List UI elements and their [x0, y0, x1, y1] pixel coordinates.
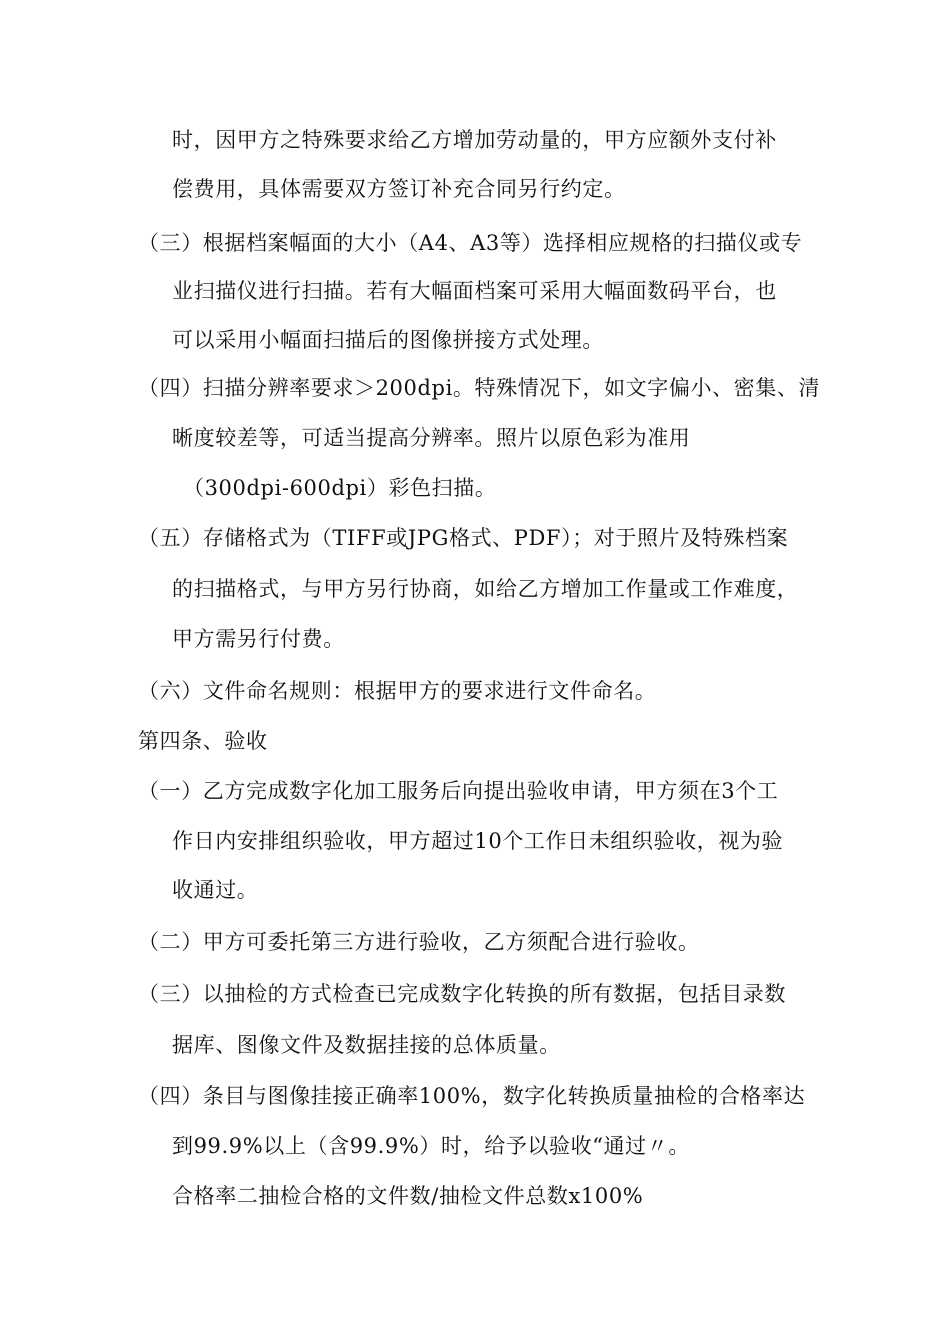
text-line: （一）乙方完成数字化加工服务后向提出验收申请，甲方须在3个工: [138, 779, 779, 803]
text-line: 的扫描格式，与甲方另行协商，如给乙方增加工作量或工作难度，: [172, 577, 799, 601]
text-line: （三）根据档案幅面的大小（A4、A3等）选择相应规格的扫描仪或专: [138, 231, 803, 255]
text-line: （二）甲方可委托第三方进行验收，乙方须配合进行验收。: [138, 930, 700, 954]
text-line: 晰度较差等，可适当提高分辨率。照片以原色彩为准用: [172, 426, 691, 450]
text-line: （300dpi-600dpi）彩色扫描。: [183, 476, 497, 500]
text-line: 收通过。: [172, 878, 259, 902]
text-line: 时，因甲方之特殊要求给乙方增加劳动量的，甲方应额外支付补: [172, 128, 777, 152]
text-line: 业扫描仪进行扫描。若有大幅面档案可采用大幅面数码平台，也: [172, 279, 777, 303]
text-line: （五）存储格式为（TIFF或JPG格式、PDF）；对于照片及特殊档案: [138, 526, 789, 550]
text-line: （六）文件命名规则：根据甲方的要求进行文件命名。: [138, 679, 657, 703]
section-heading: 第四条、验收: [138, 729, 268, 753]
text-line: 作日内安排组织验收，甲方超过10个工作日未组织验收，视为验: [172, 829, 784, 853]
text-line: （四）扫描分辨率要求＞200dpi。特殊情况下，如文字偏小、密集、清: [138, 376, 821, 400]
text-line: 可以采用小幅面扫描后的图像拼接方式处理。: [172, 328, 604, 352]
text-line: 到99.9%以上（含99.9%）时，给予以验收“通过〃。: [172, 1134, 690, 1158]
text-line: （三）以抽检的方式检查已完成数字化转换的所有数据，包括目录数: [138, 982, 786, 1006]
text-line: 甲方需另行付费。: [172, 627, 345, 651]
text-line: 据库、图像文件及数据挂接的总体质量。: [172, 1033, 561, 1057]
text-line: （四）条目与图像挂接正确率100%，数字化转换质量抽检的合格率达: [138, 1084, 806, 1108]
text-line: 偿费用，具体需要双方签订补充合同另行约定。: [172, 177, 626, 201]
formula-line: 合格率二抽检合格的文件数/抽检文件总数x100%: [172, 1184, 644, 1208]
